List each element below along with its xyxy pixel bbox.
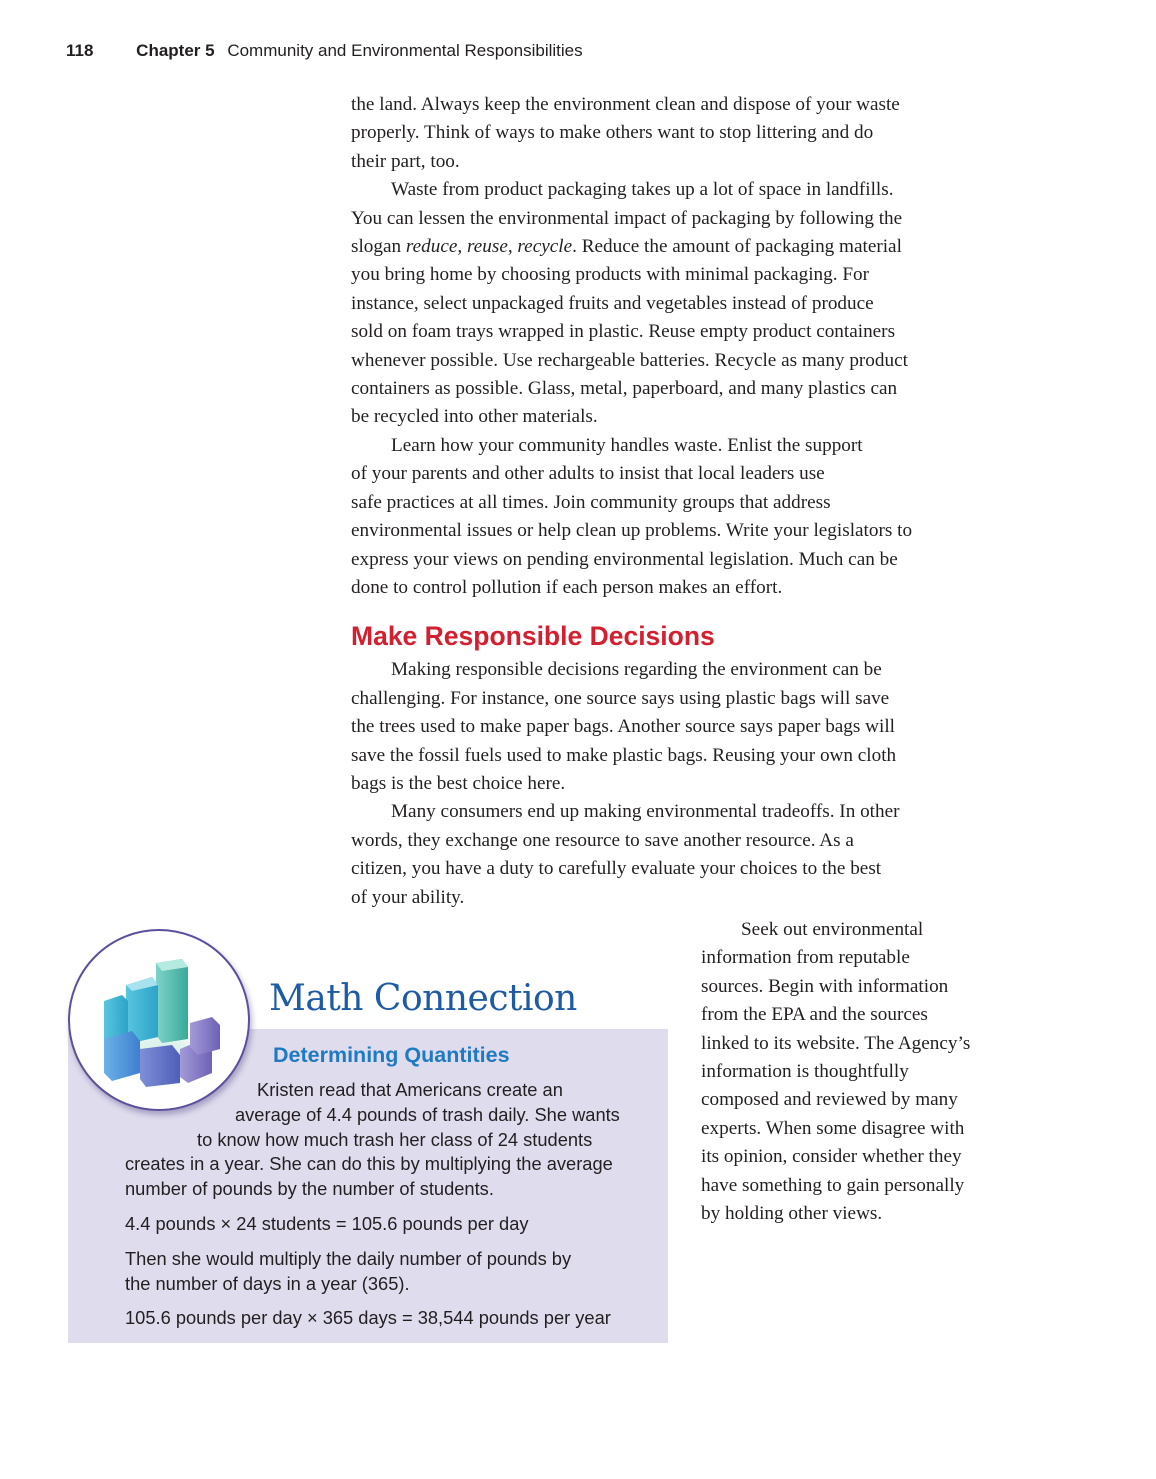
text-line: instance, select unpackaged fruits and vegetables instead of produce [351, 292, 874, 314]
paragraph-3 [351, 432, 1031, 602]
text-line: done to control pollution if each person makes an effort. [351, 576, 783, 598]
text-line: creates in a year. She can do this by multiplying the average [125, 1153, 613, 1175]
text-line: of your ability. [351, 886, 465, 908]
text-line: its opinion, consider whether they [701, 1146, 962, 1168]
text-line: information from reputable [701, 947, 910, 969]
text-line: Kristen read that Americans create an [257, 1079, 563, 1100]
text-line: sold on foam trays wrapped in plastic. Reuse empty product containers [351, 321, 896, 343]
running-head [66, 41, 583, 61]
text-line: Many consumers end up making environmental tradeoffs. In other [391, 801, 900, 823]
paragraph-5 [351, 798, 1031, 912]
text-line: the land. Always keep the environment clean and dispose of your waste [351, 94, 900, 115]
text-fragment: slogan [351, 236, 406, 258]
text-line: the number of days in a year (365). [125, 1272, 410, 1294]
text-line: by holding other views. [701, 1203, 883, 1225]
text-line: average of 4.4 pounds of trash daily. She wants [235, 1103, 620, 1125]
paragraph-4 [351, 656, 1031, 798]
text-line: You can lessen the environmental impact of packaging by following the [351, 207, 903, 229]
text-line: challenging. For instance, one source says using plastic bags will save [351, 687, 890, 709]
paragraph-2 [351, 176, 1031, 432]
text-line: to know how much trash her class of 24 students [197, 1128, 593, 1150]
text-line: save the fossil fuels used to make plastic bags. Reusing your own cloth [351, 744, 897, 766]
text-line: be recycled into other materials. [351, 406, 598, 428]
text-line: words, they exchange one resource to save another resource. As a [351, 829, 854, 851]
text-line: sources. Begin with information [701, 975, 949, 997]
equation-yearly: 105.6 pounds per day × 365 days = 38,544 pounds per year [125, 1307, 611, 1329]
text-line: the trees used to make paper bags. Another source says paper bags will [351, 716, 896, 738]
slogan-italic: reduce, reuse, recycle [405, 236, 573, 258]
page-number: 118 [66, 41, 94, 60]
text-line: composed and reviewed by many [701, 1089, 958, 1111]
text-line: properly. Think of ways to make others want to stop littering and do [351, 122, 874, 144]
text-line: their part, too. [351, 150, 460, 172]
text-line: you bring home by choosing products with minimal packaging. For [351, 264, 869, 286]
text-line: Seek out environmental [741, 919, 924, 940]
paragraph-1 [351, 91, 1031, 176]
text-line: Learn how your community handles waste. Enlist the support [391, 434, 863, 456]
text-fragment: . Reduce the amount of packaging material [572, 236, 902, 258]
section-heading: Make Responsible Decisions [351, 621, 715, 652]
text-line: bags is the best choice here. [351, 772, 566, 794]
text-line: from the EPA and the sources [701, 1004, 928, 1026]
text-line: containers as possible. Glass, metal, paperboard, and many plastics can [351, 378, 898, 400]
text-line: citizen, you have a duty to carefully evaluate your choices to the best [351, 858, 882, 880]
text-line: whenever possible. Use rechargeable batteries. Recycle as many product [351, 349, 908, 371]
text-line: safe practices at all times. Join community groups that address [351, 491, 831, 513]
text-line: number of pounds by the number of students. [125, 1178, 494, 1200]
text-line: of your parents and other adults to insist that local leaders use [351, 463, 825, 485]
text-line: express your views on pending environmental legislation. Much can be [351, 548, 898, 570]
math-connection-title: Math Connection [269, 978, 577, 1019]
text-line: Waste from product packaging takes up a lot of space in landfills. [391, 179, 894, 201]
chapter-label: Chapter 5 [136, 41, 215, 60]
math-connection-logo [68, 929, 250, 1111]
side-text-column [701, 916, 1031, 1228]
chapter-title: Community and Environmental Responsibilities [227, 41, 583, 60]
math-connection-body [125, 1078, 655, 1331]
text-line-slogan [351, 233, 1031, 261]
text-line: have something to gain personally [701, 1174, 965, 1196]
text-line: environmental issues or help clean up problems. Write your legislators to [351, 520, 913, 542]
text-line: information is thoughtfully [701, 1061, 909, 1083]
text-line: Making responsible decisions regarding the environment can be [391, 659, 882, 681]
text-line: Then she would multiply the daily number of pounds by [125, 1247, 572, 1269]
3d-ring-bar-chart-icon [70, 931, 248, 1109]
main-text-column [351, 91, 1031, 912]
text-line: experts. When some disagree with [701, 1117, 965, 1139]
equation-daily: 4.4 pounds × 24 students = 105.6 pounds per day [125, 1212, 529, 1234]
text-line: linked to its website. The Agency’s [701, 1032, 971, 1054]
math-connection-subtitle: Determining Quantities [273, 1043, 510, 1067]
